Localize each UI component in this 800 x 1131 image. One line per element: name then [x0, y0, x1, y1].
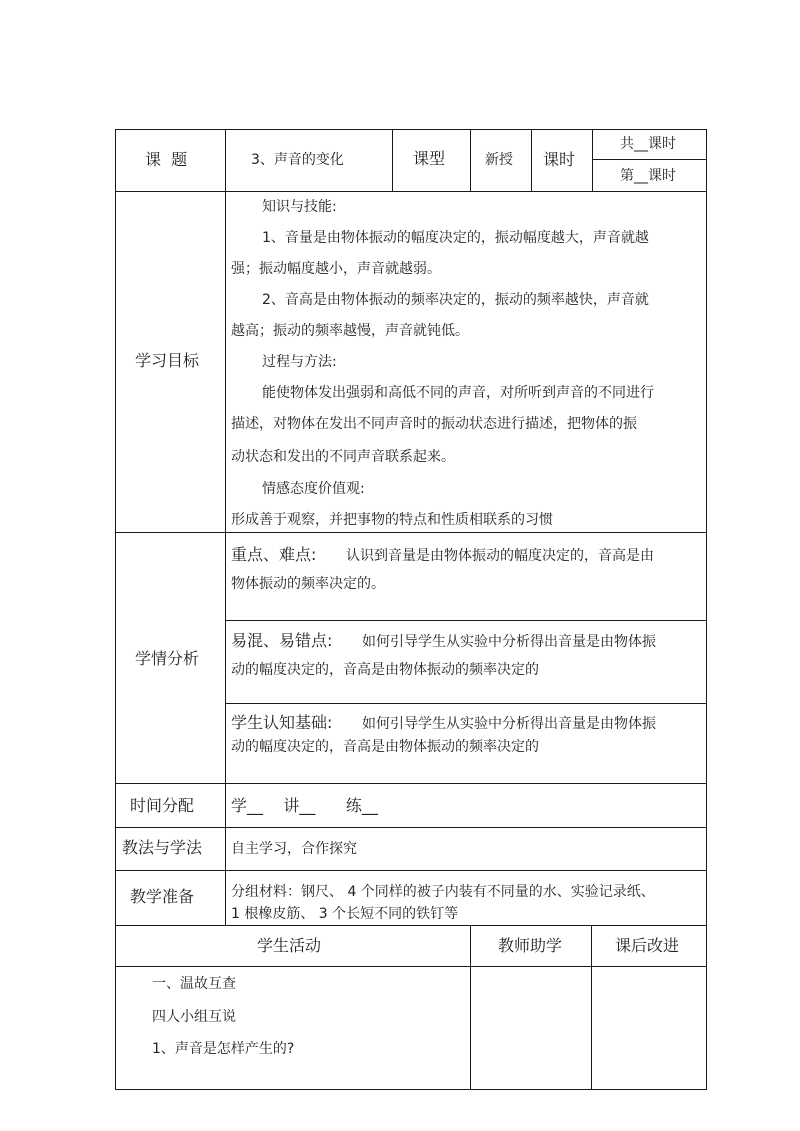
confusion-text: 动的幅度决定的，音高是由物体振动的频率决定的 [231, 662, 539, 678]
activity-line: 四人小组互说 [152, 1009, 236, 1025]
lesson-type-value: 新授 [485, 152, 513, 168]
student-activity-header: 学生活动 [257, 936, 322, 955]
time-value: 学__ 讲__ 练__ [231, 796, 378, 815]
teacher-assist-header: 教师助学 [498, 936, 563, 955]
topic-value: 3、声音的变化 [251, 152, 344, 168]
key-points-text: 物体振动的频率决定的。 [231, 576, 385, 592]
objective-line: 能使物体发出强弱和高低不同的声音，对所听到声音的不同进行 [262, 385, 654, 401]
lesson-type-label: 课型 [413, 149, 446, 168]
objective-line: 强；振动幅度越小，声音就越弱。 [231, 261, 441, 277]
preparation-text: 1 根橡皮筋、 3 个长短不同的铁钉等 [231, 906, 459, 922]
preparation-text: 分组材料：钢尺、 4 个同样的被子内装有不同量的水、实验记录纸、 [231, 884, 655, 900]
lesson-hours-total: 共__课时 [620, 136, 676, 152]
lesson-hours-index: 第__课时 [620, 168, 676, 184]
objective-line: 知识与技能: [262, 199, 337, 215]
objective-line: 形成善于观察，并把事物的特点和性质相联系的习惯 [231, 512, 553, 528]
objectives-label: 学习目标 [135, 351, 200, 370]
objective-line: 1、音量是由物体振动的幅度决定的，振动幅度越大，声音就越 [262, 230, 649, 246]
confusion-text: 如何引导学生从实验中分析得出音量是由物体振 [362, 634, 656, 650]
objective-line: 2、音高是由物体振动的频率决定的，振动的频率越快，声音就 [262, 292, 649, 308]
objective-line: 过程与方法: [262, 354, 337, 370]
cognition-title: 学生认知基础: [231, 713, 333, 732]
cognition-text: 如何引导学生从实验中分析得出音量是由物体振 [362, 716, 656, 732]
confusion-title: 易混、易错点: [231, 631, 333, 650]
key-points-title: 重点、难点: [231, 545, 317, 564]
analysis-label: 学情分析 [135, 649, 200, 668]
post-class-improvement-header: 课后改进 [615, 936, 680, 955]
objective-line: 描述，对物体在发出不同声音时的振动状态进行描述，把物体的振 [231, 416, 637, 432]
activity-line: 1、声音是怎样产生的? [152, 1041, 295, 1057]
cognition-text: 动的幅度决定的，音高是由物体振动的频率决定的 [231, 739, 539, 755]
preparation-label: 教学准备 [130, 887, 195, 906]
method-value: 自主学习，合作探究 [231, 841, 357, 857]
key-points-text: 认识到音量是由物体振动的幅度决定的，音高是由 [346, 548, 654, 564]
activity-line: 一、温故互查 [152, 976, 236, 992]
topic-label: 课 题 [145, 150, 188, 169]
objective-line: 越高；振动的频率越慢，声音就钝低。 [231, 323, 469, 339]
method-label: 教法与学法 [122, 838, 203, 857]
time-label: 时间分配 [130, 796, 195, 815]
objective-line: 动状态和发出的不同声音联系起来。 [231, 449, 455, 465]
lesson-hours-label: 课时 [543, 150, 576, 169]
objective-line: 情感态度价值观: [262, 481, 365, 497]
